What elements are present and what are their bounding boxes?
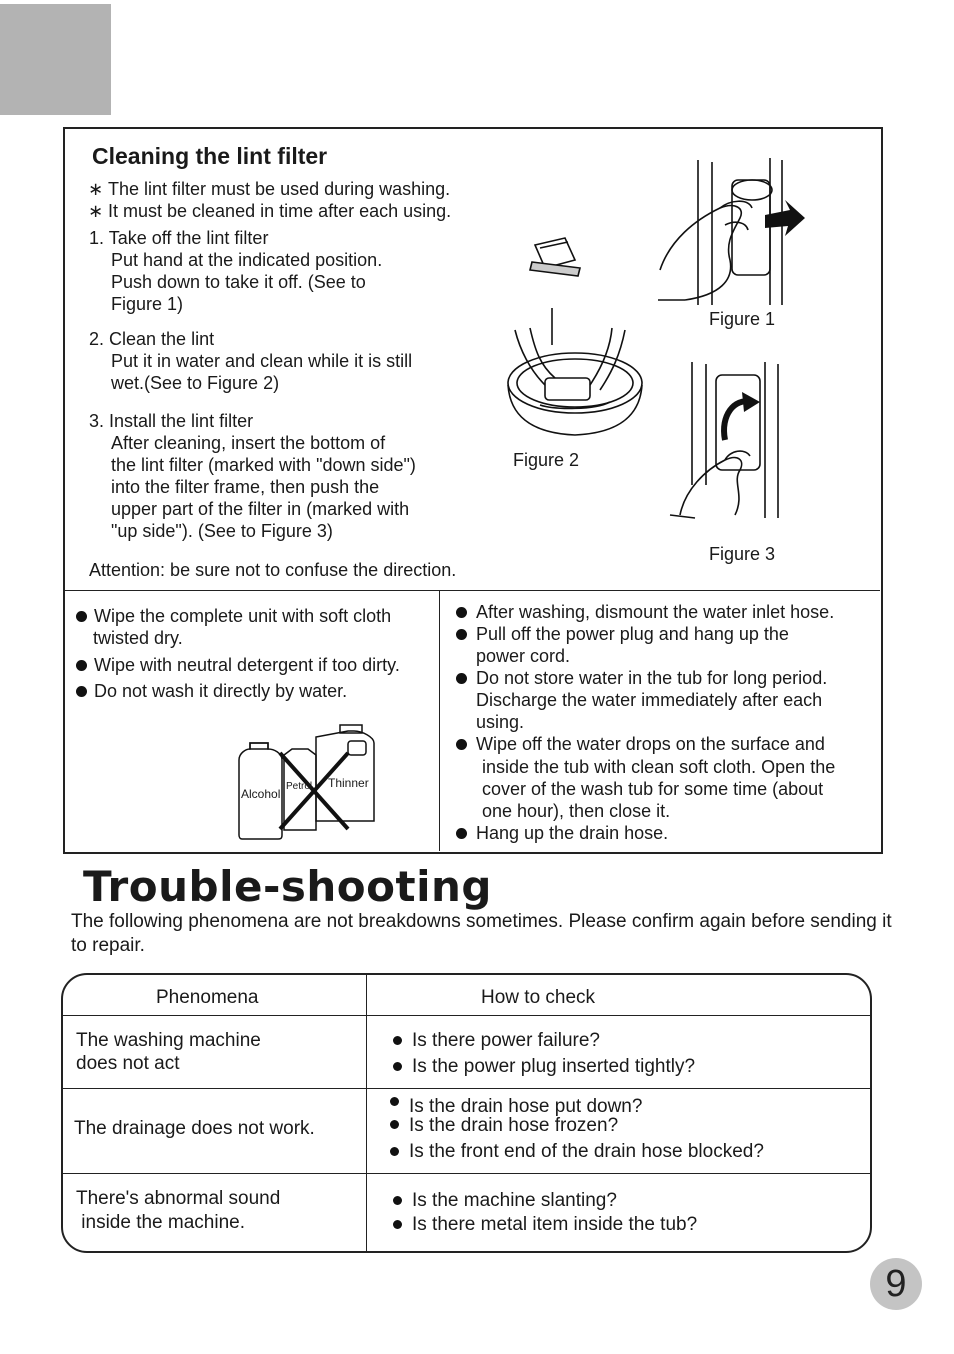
- bullet-dot: [390, 1097, 399, 1106]
- table-cell-phenomena: The drainage does not work.: [74, 1118, 315, 1139]
- page-number: 9: [870, 1258, 922, 1310]
- figure-2-illustration: [508, 328, 642, 435]
- table-header-phenomena: Phenomena: [156, 987, 259, 1008]
- figure-2-label: Figure 2: [513, 450, 580, 470]
- bottle-label: Alcohol: [241, 787, 281, 801]
- step1-title: 1. Take off the lint filter: [89, 228, 269, 248]
- care-right-item-cont: inside the tub with clean soft cloth. Open the: [482, 757, 836, 777]
- table-cell-check: Is the drain hose frozen?: [409, 1115, 619, 1136]
- figure-1-label: Figure 1: [709, 309, 776, 329]
- step1-line: Put hand at the indicated position.: [111, 250, 383, 270]
- lint-filter-item: [530, 238, 580, 345]
- care-right-item-cont: power cord.: [476, 646, 571, 666]
- bottle-label: Thinner: [328, 776, 369, 790]
- table-column-divider: [366, 975, 367, 1251]
- lint-filter-illustrations: [513, 150, 840, 580]
- step3-line: upper part of the filter in (marked with: [111, 499, 410, 519]
- lint-note-1: ∗ The lint filter must be used during washing.: [88, 179, 451, 199]
- care-right-item-cont: using.: [476, 712, 525, 732]
- table-cell-check: Is the machine slanting?: [412, 1190, 617, 1211]
- step2-line: wet.(See to Figure 2): [111, 373, 280, 393]
- care-left-item-cont: twisted dry.: [93, 628, 183, 648]
- figure-3-illustration: [670, 362, 778, 518]
- step3-line: After cleaning, insert the bottom of: [111, 433, 386, 453]
- step1-line: Figure 1): [111, 294, 184, 314]
- table-cell-phenomena: There's abnormal sound: [76, 1188, 281, 1209]
- table-cell-check: Is there metal item inside the tub?: [412, 1214, 698, 1235]
- step3-line: "up side"). (See to Figure 3): [111, 521, 333, 541]
- table-cell-check: Is the front end of the drain hose blocked?: [409, 1141, 764, 1162]
- care-right-item-cont: cover of the wash tub for some time (about: [482, 779, 824, 799]
- box-column-divider: [439, 591, 440, 851]
- bottle-label: Petrol: [286, 781, 313, 792]
- bullet-dot: [393, 1062, 402, 1071]
- step3-title: 3. Install the lint filter: [89, 411, 254, 431]
- corner-tab: [0, 4, 111, 115]
- table-cell-check: Is the drain hose put down?: [409, 1096, 643, 1117]
- figure-3-label: Figure 3: [709, 544, 776, 564]
- bullet-dot: [393, 1196, 402, 1205]
- table-cell-phenomena: does not act: [76, 1053, 180, 1074]
- figure-1-illustration: [658, 158, 805, 305]
- lint-section-title: Cleaning the lint filter: [92, 143, 328, 169]
- table-row-divider: [63, 1015, 871, 1016]
- table-cell-check: Is the power plug inserted tightly?: [412, 1056, 696, 1077]
- step2-title: 2. Clean the lint: [89, 329, 215, 349]
- step2-line: Put it in water and clean while it is still: [111, 351, 413, 371]
- lint-note-2: ∗ It must be cleaned in time after each using.: [88, 201, 452, 221]
- care-right-item-cont: Discharge the water immediately after each: [476, 690, 823, 710]
- table-row-divider: [63, 1173, 871, 1174]
- table-cell-check: Is there power failure?: [412, 1030, 600, 1051]
- bullet-dot: [390, 1120, 399, 1129]
- table-row-divider: [63, 1088, 871, 1089]
- table-cell-phenomena: inside the machine.: [76, 1212, 245, 1233]
- solvent-bottles-illustration: [236, 725, 381, 843]
- bullet-dot: [390, 1147, 399, 1156]
- step3-line: into the filter frame, then push the: [111, 477, 380, 497]
- step1-line: Push down to take it off. (See to: [111, 272, 366, 292]
- troubleshooting-title: Trouble-shooting: [83, 862, 492, 911]
- table-cell-phenomena: The washing machine: [76, 1030, 261, 1051]
- attention-note: Attention: be sure not to confuse the direction.: [89, 560, 457, 580]
- table-header-how-to-check: How to check: [481, 987, 596, 1008]
- step3-line: the lint filter (marked with "down side"): [111, 455, 416, 475]
- bullet-dot: [393, 1220, 402, 1229]
- bullet-dot: [393, 1036, 402, 1045]
- care-right-item-cont: one hour), then close it.: [482, 801, 671, 821]
- box-divider: [64, 590, 880, 591]
- troubleshooting-intro: The following phenomena are not breakdowns sometimes. Please confirm again before sending it to repair.: [71, 911, 892, 956]
